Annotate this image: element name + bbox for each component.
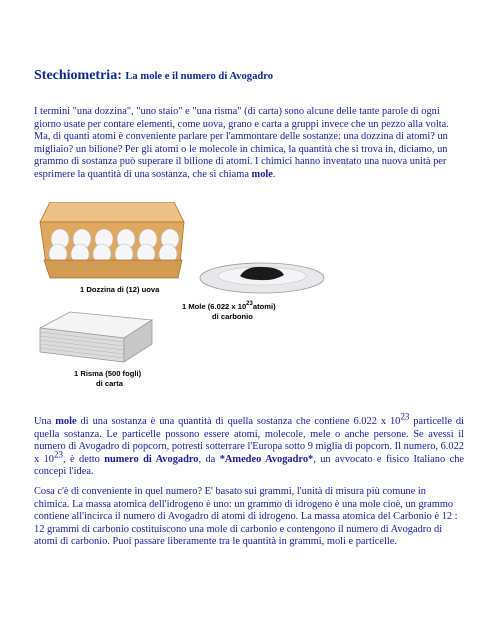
definition-text-5: , da xyxy=(198,453,220,465)
definition-text-2: di una sostanza è una quantità di quella sostanza che contiene 6.022 x 10 xyxy=(76,416,401,427)
ream-caption-line2: di carta xyxy=(96,379,124,388)
definition-text-1: Una xyxy=(34,416,56,427)
intro-term-mole: mole xyxy=(251,168,273,180)
figure-illustration xyxy=(34,202,334,397)
exponent: 23 xyxy=(54,449,63,460)
intro-paragraph xyxy=(34,106,464,182)
mole-caption-pre: 1 Mole (6.022 x 10 xyxy=(182,302,247,311)
egg-carton-image xyxy=(40,202,184,278)
mole-caption-post: atomi) xyxy=(252,302,276,311)
intro-end: . xyxy=(272,168,276,180)
carbon-plate-image xyxy=(200,263,324,293)
ream-caption-line1: 1 Risma (500 fogli) xyxy=(74,369,142,378)
title-main: Stechiometria: xyxy=(34,68,122,83)
definition-text-4: , è detto xyxy=(63,453,105,465)
closing-paragraph xyxy=(34,486,464,549)
definition-paragraph xyxy=(34,411,465,479)
definition-text-6: , un avvocato e fisico Italiano che concepì l'idea. xyxy=(34,453,465,478)
mole-caption-exp: 23 xyxy=(246,301,253,307)
title-subtitle: La mole e il numero di Avogadro xyxy=(125,71,274,82)
avogadro-person: *Amedeo Avogadro* xyxy=(219,453,314,465)
exponent: 23 xyxy=(400,411,410,422)
closing-text: Cosa c'è di conveniente in quel numero? E' basato sui grammi, l'unità di misura più comune in chimica. La massa atomica dell'idrogeno è uno: un grammo di idrogeno è una mole cioè, un grammo contiene all'incirca il numero di Avogadro di atomi di idrogeno. La massa atomica del Carbonio è 12 : 12 grammi di carbonio costituiscono una mole di carbonio e contengono il numero di Avogadro di atomi di carbonio. Puoi passare liberamente tra le quantità in grammi, moli e particelle. xyxy=(34,486,458,548)
page-title xyxy=(34,68,464,84)
avogadro-number-term: numero di Avogadro xyxy=(104,453,199,465)
paper-ream-image xyxy=(40,312,152,362)
eggs-caption: 1 Dozzina di (12) uova xyxy=(80,285,160,294)
mole-caption xyxy=(182,301,276,311)
definition-term-mole: mole xyxy=(55,416,77,427)
mole-comparison-figure xyxy=(34,202,334,397)
definition-text-3: particelle di quella sostanza. Le particelle possono essere atomi, molecole, mele o anche persone. Se avessi il numero di Avogadro di popcorn, potresti sotterrare l'Europa sotto 9 miglia di popcorn. Il numero, 6.022 x 10 xyxy=(34,416,464,465)
mole-caption-line2: di carbonio xyxy=(212,312,253,321)
intro-text: I termini "una dozzina", "uno staio" e "una risma" (di carta) sono alcune delle tante parole di ogni giorno usate per contare elementi, come uova, grano e carta a gruppi invece che un pezzo alla volta. Ma, di quanti atomi è conveniente parlare per l'ammontare delle sostanze: una dozzina di atomi? un migliaio? un bilione? Per gli atomi o le molecole in chimica, la quantità che si trova in, diciamo, un grammo di sostanza può superare il bilione di atomi. I chimici hanno inventato una nuova unità per esprimere la quantità di una sostanza, che si chiama xyxy=(34,106,449,180)
